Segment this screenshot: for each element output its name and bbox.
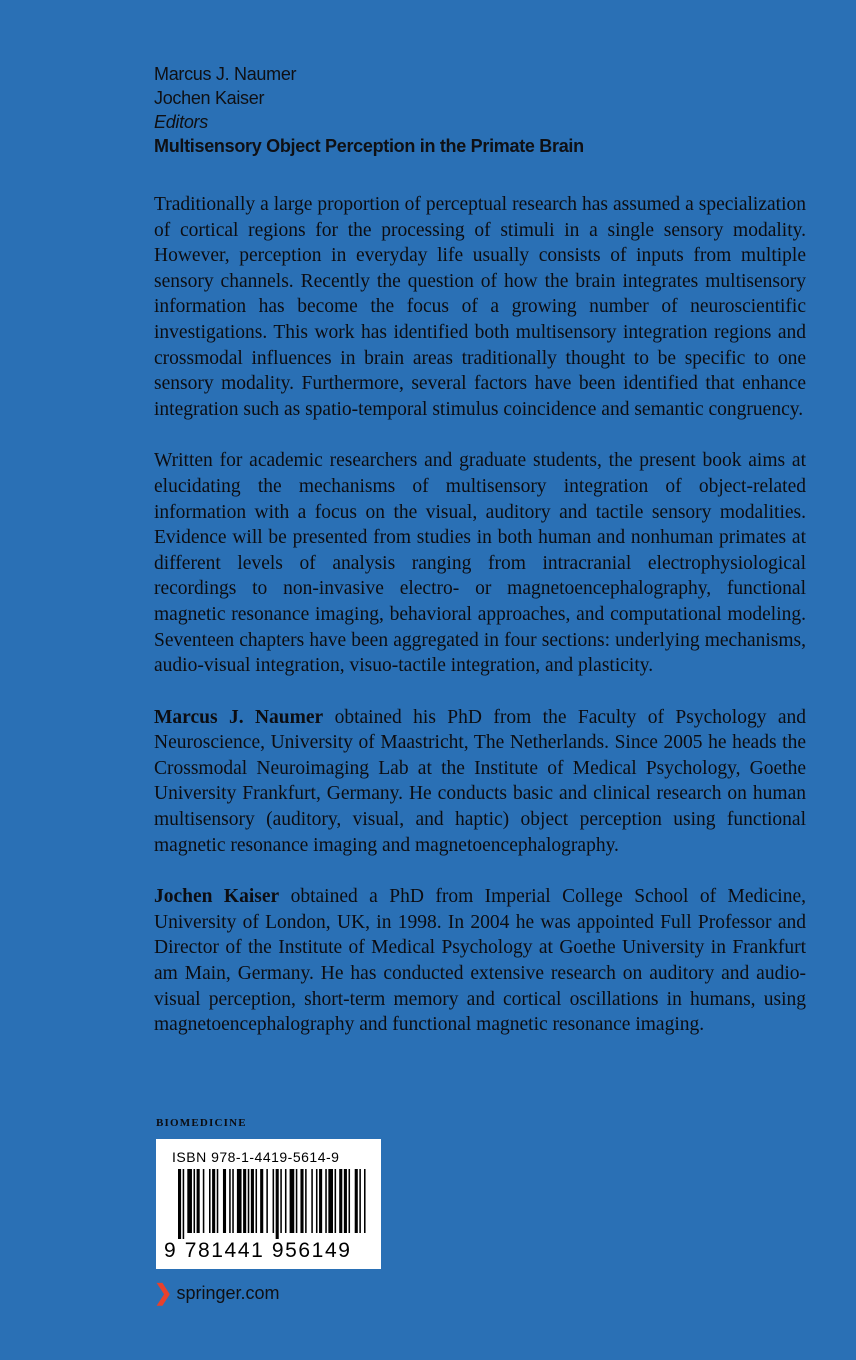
barcode-bar xyxy=(290,1169,295,1233)
book-title: Multisensory Object Perception in the Primate Brain xyxy=(154,136,584,156)
barcode-bar xyxy=(316,1169,318,1233)
barcode-bar xyxy=(344,1169,347,1233)
barcode-bar xyxy=(251,1169,254,1233)
barcode-bar xyxy=(296,1169,298,1233)
barcode-bar xyxy=(364,1169,366,1233)
cover-header xyxy=(154,62,584,158)
publisher-url: springer.com xyxy=(176,1282,280,1303)
barcode-bar xyxy=(203,1169,205,1233)
barcode-bar xyxy=(285,1169,287,1233)
bio-text-naumer: obtained his PhD from the Faculty of Psychology and Neuroscience, University of Maastricht, The Netherlands. Since 2005 he heads the Crossmodal Neuroimaging Lab at the Institute of Medical Psychology, Goethe University Frankfurt, Germany. He conducts basic and clinical research on human multisensory (auditory, visual, and haptic) object perception using functional magnetic resonance imaging and magnetoencephalography. xyxy=(154,706,806,856)
editor-name-1: Marcus J. Naumer xyxy=(154,64,297,84)
barcode-bar xyxy=(237,1169,242,1233)
bio-text-kaiser: obtained a PhD from Imperial College School of Medicine, University of London, UK, in 1998. In 2004 he was appointed Full Professor and Director of the Institute of Medical Psychology at Goethe University in Frankfurt am Main, Germany. He has conducted extensive research on auditory and audio-visual perception, short-term memory and cortical oscillations in humans, using magnetoencephalography and functional magnetic resonance imaging. xyxy=(154,886,807,1036)
barcode-bar xyxy=(232,1169,234,1233)
blurb-paragraph-2: Written for academic researchers and graduate students, the present book aims at elucidating the mechanisms of multisensory integration of object-related information with a focus on the visual, auditory and tactile sensory modalities. Evidence will be presented from studies in both human and nonhuman primates at different levels of analysis ranging from intracranial electrophysiological recordings to non-invasive electro- or magnetoencephalography, functional magnetic resonance imaging, behavioral approaches, and computational modeling. Seventeen chapters have been aggregated in four sections: underlying mechanisms, audio-visual integration, visuo-tactile integration, and plasticity. xyxy=(154,450,806,677)
barcode-bar xyxy=(217,1169,219,1233)
isbn-label: ISBN 978-1-4419-5614-9 xyxy=(172,1149,340,1165)
barcode-bar xyxy=(349,1169,351,1233)
publisher-link[interactable] xyxy=(154,1282,279,1304)
isbn-barcode xyxy=(156,1139,381,1269)
bio-name-kaiser: Jochen Kaiser xyxy=(154,886,280,908)
barcode-bar xyxy=(229,1169,231,1233)
barcode-bar xyxy=(339,1169,342,1233)
barcode-bar xyxy=(273,1169,275,1233)
barcode-bar xyxy=(260,1169,263,1233)
barcode-bar xyxy=(328,1169,333,1233)
barcode-bar xyxy=(183,1169,185,1239)
bio-name-naumer: Marcus J. Naumer xyxy=(154,706,324,728)
barcode-bar xyxy=(243,1169,246,1233)
chevron-right-icon: ❯ xyxy=(154,1280,173,1305)
barcode-digits: 9 781441 956149 xyxy=(164,1239,352,1262)
barcode-bar xyxy=(300,1169,303,1233)
barcode-bar xyxy=(223,1169,226,1233)
barcode-bar xyxy=(359,1169,361,1233)
barcode-bar xyxy=(266,1169,268,1233)
barcode-bar xyxy=(280,1169,282,1233)
barcode-bar xyxy=(212,1169,215,1233)
editor-name-2: Jochen Kaiser xyxy=(154,88,265,108)
barcode-bar xyxy=(187,1169,192,1233)
barcode-bar xyxy=(311,1169,313,1233)
barcode-bar xyxy=(209,1169,211,1233)
barcode-bars xyxy=(164,1169,374,1239)
barcode-bar xyxy=(335,1169,337,1233)
barcode-bar xyxy=(355,1169,358,1233)
barcode-bar xyxy=(305,1169,307,1233)
barcode-bar xyxy=(178,1169,181,1239)
barcode-bar xyxy=(256,1169,258,1233)
blurb-text xyxy=(154,192,806,1064)
barcode-bar xyxy=(319,1169,322,1233)
barcode-bar xyxy=(325,1169,327,1233)
editors-role: Editors xyxy=(154,112,208,132)
barcode-bar xyxy=(248,1169,250,1233)
bio-paragraph-naumer xyxy=(154,705,806,859)
subject-category: BIOMEDICINE xyxy=(156,1117,247,1129)
blurb-paragraph-1: Traditionally a large proportion of perceptual research has assumed a specialization of cortical regions for the processing of stimuli in a single sensory modality. However, perception in everyday life usually consists of inputs from multiple sensory channels. Recently the question of how the brain integrates multisensory information has become the focus of a growing number of neuroscientific investigations. This work has identified both multisensory integration regions and crossmodal influences in brain areas traditionally thought to be specific to one sensory modality. Furthermore, several factors have been identified that enhance integration such as spatio-temporal stimulus coincidence and semantic congruency. xyxy=(154,194,806,420)
barcode-bar xyxy=(197,1169,200,1233)
barcode-bar xyxy=(194,1169,196,1233)
barcode-bar xyxy=(276,1169,279,1239)
bio-paragraph-kaiser xyxy=(154,884,806,1038)
